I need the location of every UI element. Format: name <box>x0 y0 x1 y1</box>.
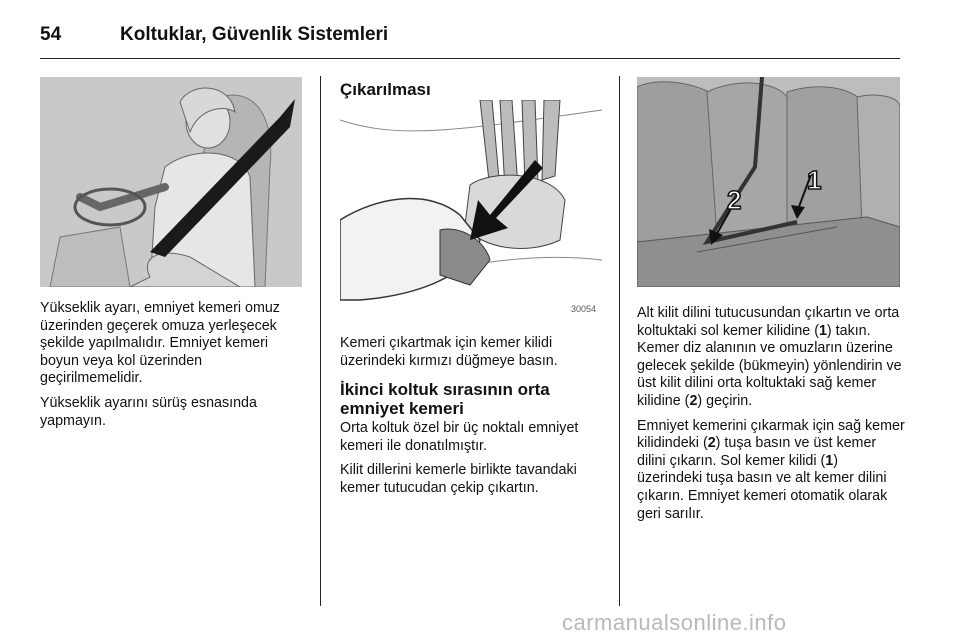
text-run: Alt kilit dilini tutucusundan çıkartın ve orta koltuktaki sol kemer kilidine ( <box>637 305 900 339</box>
section-title: Çıkarılması <box>340 80 431 99</box>
column-3-text <box>637 305 905 530</box>
rear-seat-belt-illustration <box>637 77 900 287</box>
callout-ref: 1 <box>825 452 834 469</box>
driver-seatbelt-illustration <box>40 77 302 287</box>
chapter-title: Koltuklar, Güvenlik Sistemleri <box>120 24 389 45</box>
callout-2: 2 <box>727 185 742 215</box>
column-divider-left <box>320 76 321 606</box>
watermark: carmanualsonline.info <box>562 610 787 635</box>
paragraph: Orta koltuk özel bir üç noktalı emniyet kemeri ile donatılmıştır. <box>340 420 579 454</box>
page-number: 54 <box>40 24 62 45</box>
column-divider-right <box>619 76 620 606</box>
subsection-title: İkinci koltuk sırasının orta emniyet kemeri <box>340 380 550 419</box>
text-run: ) tuşa basın ve üst kemer dilini çıkarın. Sol kemer kilidi ( <box>637 435 877 469</box>
text-run: Emniyet kemerini çıkarmak için sağ kemer kilidindeki ( <box>637 417 905 452</box>
buckle-release-illustration <box>340 100 602 318</box>
callout-ref: 2 <box>689 392 698 409</box>
callout-ref: 1 <box>818 322 827 339</box>
image-code: 30054 <box>570 304 596 314</box>
paragraph <box>637 305 905 411</box>
callout-1: 1 <box>807 165 822 195</box>
column-1-text <box>40 300 300 437</box>
paragraph <box>637 418 905 524</box>
paragraph: Yükseklik ayarını sürüş esnasında yapmayın. <box>40 394 257 429</box>
text-run: ) geçirin. <box>697 392 753 409</box>
paragraph: Kemeri çıkartmak için kemer kilidi üzerindeki kırmızı düğmeye basın. <box>340 335 558 369</box>
paragraph: Kilit dillerini kemerle birlikte tavandaki kemer tutucudan çekip çıkartın. <box>340 462 577 496</box>
header-rule <box>40 58 900 59</box>
paragraph: Yükseklik ayarı, emniyet kemeri omuz üzerinden geçerek omuza yerleşecek şekilde yapılmalıdır. Emniyet kemeri boyun veya kol üzerinden geçirilmemelidir. <box>40 300 280 387</box>
column-2-text <box>340 335 605 505</box>
callout-ref: 2 <box>707 435 716 452</box>
text-run: ) takın. Kemer diz alanının ve omuzların üzerine gelecek şekilde (bükmeyin) yönlendirin ve üst kilit dilini orta koltuktaki sağ kemer kilidine ( <box>637 322 902 409</box>
page-header <box>40 20 388 50</box>
text-run: ) üzerindeki tuşa basın ve alt kemer dilini çıkarın. Emniyet kemeri otomatik olarak geri sarılır. <box>637 452 888 522</box>
